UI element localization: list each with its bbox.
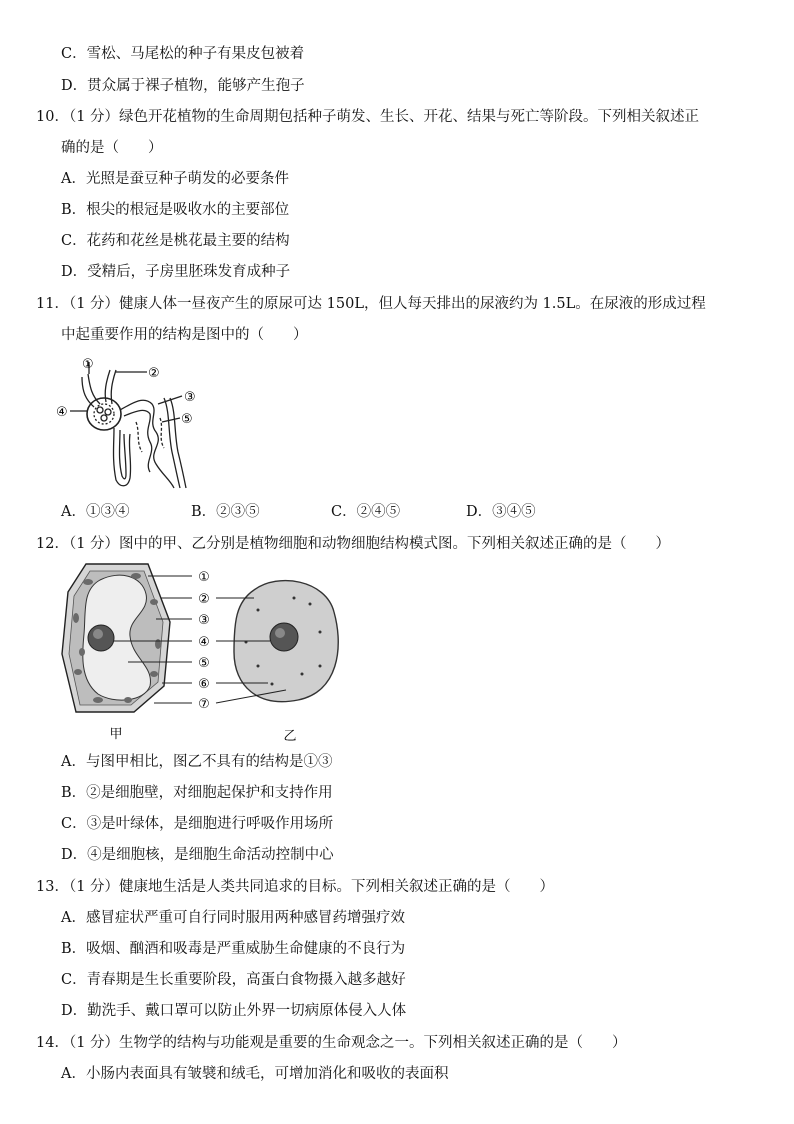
nephron-label-5: ⑤ bbox=[181, 412, 193, 427]
animal-cell-caption: 乙 bbox=[283, 729, 297, 744]
nephron-label-3: ③ bbox=[184, 390, 196, 405]
q11-option-c: C．②④⑤ bbox=[331, 504, 401, 520]
nephron-label-4: ④ bbox=[56, 405, 68, 420]
q9-option-d: D．贯众属于裸子植物，能够产生孢子 bbox=[61, 78, 305, 94]
nephron-figure bbox=[52, 352, 212, 492]
q12-option-d: D．④是细胞核，是细胞生命活动控制中心 bbox=[61, 847, 334, 863]
cell-label-1: ① bbox=[198, 570, 210, 585]
plant-cell bbox=[62, 564, 170, 712]
q14-stem: 14．（1 分）生物学的结构与功能观是重要的生命观念之一。下列相关叙述正确的是（ ） bbox=[36, 1035, 627, 1051]
cell-figure bbox=[58, 562, 358, 744]
q11-stem-line1: 11．（1 分）健康人体一昼夜产生的原尿可达 150L，但人每天排出的尿液约为 1.5L。在尿液的形成过程 bbox=[36, 296, 706, 312]
cell-label-3: ③ bbox=[198, 613, 210, 628]
q10-stem-line2: 确的是（ ） bbox=[61, 140, 163, 156]
q11-option-a: A．①③④ bbox=[61, 504, 130, 520]
cell-label-7: ⑦ bbox=[198, 697, 210, 712]
cell-label-5: ⑤ bbox=[198, 656, 210, 671]
q11-option-b: B．②③⑤ bbox=[191, 504, 260, 520]
q12-stem: 12．（1 分）图中的甲、乙分别是植物细胞和动物细胞结构模式图。下列相关叙述正确的是（ ） bbox=[36, 536, 671, 552]
q10-option-c: C．花药和花丝是桃花最主要的结构 bbox=[61, 233, 290, 249]
q14-option-a: A．小肠内表面具有皱襞和绒毛，可增加消化和吸收的表面积 bbox=[61, 1066, 449, 1082]
q11-stem-line2: 中起重要作用的结构是图中的（ ） bbox=[61, 327, 308, 343]
cell-label-2: ② bbox=[198, 592, 210, 607]
q13-stem: 13．（1 分）健康地生活是人类共同追求的目标。下列相关叙述正确的是（ ） bbox=[36, 879, 555, 895]
q10-option-b: B．根尖的根冠是吸收水的主要部位 bbox=[61, 202, 290, 218]
q12-option-a: A．与图甲相比，图乙不具有的结构是①③ bbox=[61, 754, 333, 770]
q13-option-c: C．青春期是生长重要阶段，高蛋白食物摄入越多越好 bbox=[61, 972, 406, 988]
q12-option-b: B．②是细胞壁，对细胞起保护和支持作用 bbox=[61, 785, 333, 801]
q10-option-d: D．受精后，子房里胚珠发育成种子 bbox=[61, 264, 291, 280]
cell-label-4: ④ bbox=[198, 635, 210, 650]
nephron-label-1: ① bbox=[82, 357, 94, 372]
q10-stem-line1: 10．（1 分）绿色开花植物的生命周期包括种子萌发、生长、开花、结果与死亡等阶段。下列相关叙述正 bbox=[36, 109, 700, 125]
q13-option-a: A．感冒症状严重可自行同时服用两种感冒药增强疗效 bbox=[61, 910, 405, 926]
plant-cell-caption: 甲 bbox=[109, 727, 123, 742]
q10-option-a: A．光照是蚕豆种子萌发的必要条件 bbox=[61, 171, 289, 187]
q11-option-d: D．③④⑤ bbox=[466, 504, 536, 520]
nephron-label-2: ② bbox=[148, 366, 160, 381]
q9-option-c: C．雪松、马尾松的种子有果皮包被着 bbox=[61, 46, 305, 62]
q13-option-d: D．勤洗手、戴口罩可以防止外界一切病原体侵入人体 bbox=[61, 1003, 407, 1019]
q12-option-c: C．③是叶绿体，是细胞进行呼吸作用场所 bbox=[61, 816, 334, 832]
cell-label-6: ⑥ bbox=[198, 677, 210, 692]
q13-option-b: B．吸烟、酗酒和吸毒是严重威胁生命健康的不良行为 bbox=[61, 941, 406, 957]
